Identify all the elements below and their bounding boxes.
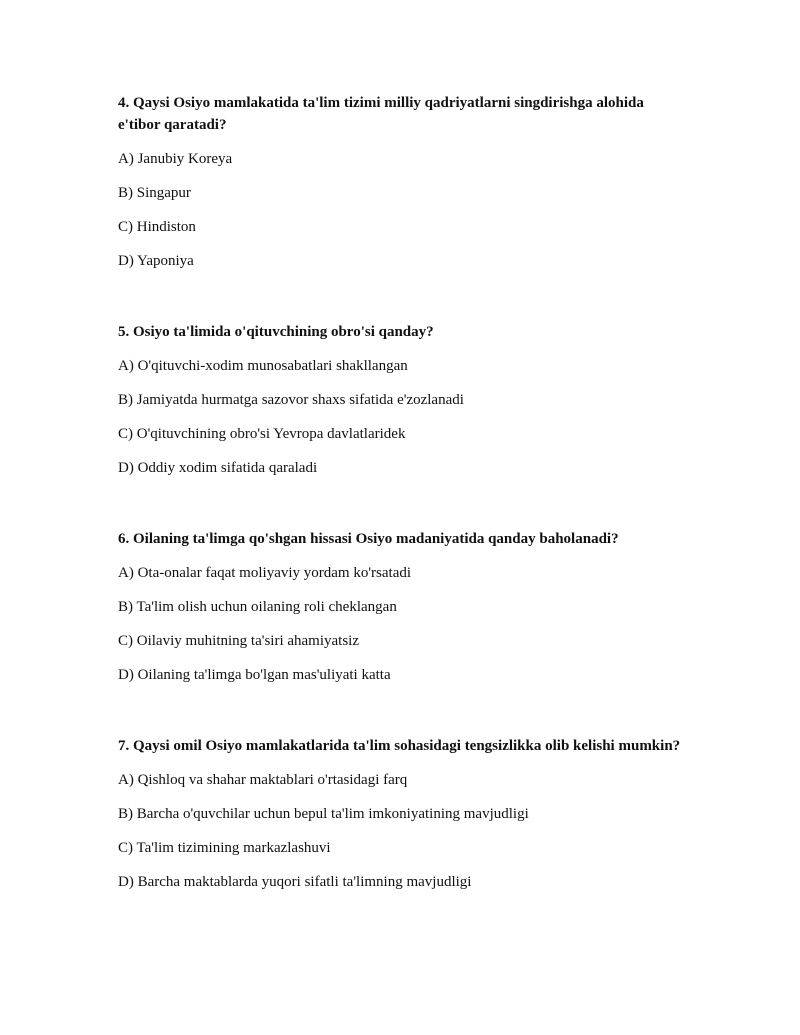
question-text: 6. Oilaning ta'limga qo'shgan hissasi Osiyo madaniyatida qanday baholanadi?: [118, 531, 619, 547]
question-text: 5. Osiyo ta'limida o'qituvchining obro'si qanday?: [118, 324, 434, 340]
answer-option-d: D) Oilaning ta'limga bo'lgan mas'uliyati katta: [118, 667, 391, 683]
answer-option-d: D) Yaponiya: [118, 253, 194, 269]
answer-option-b: B) Ta'lim olish uchun oilaning roli cheklangan: [118, 599, 397, 615]
question-7: [118, 735, 688, 893]
question-text: 7. Qaysi omil Osiyo mamlakatlarida ta'lim sohasidagi tengsizlikka olib kelishi mumkin?: [118, 738, 681, 754]
document-page: [118, 92, 688, 942]
answer-option-b: B) Jamiyatda hurmatga sazovor shaxs sifatida e'zozlanadi: [118, 392, 464, 408]
answer-option-c: C) Oilaviy muhitning ta'siri ahamiyatsiz: [118, 633, 359, 649]
question-6: [118, 528, 688, 686]
answer-option-d: D) Oddiy xodim sifatida qaraladi: [118, 460, 318, 476]
answer-option-b: B) Barcha o'quvchilar uchun bepul ta'lim imkoniyatining mavjudligi: [118, 806, 529, 822]
answer-option-a: A) Ota-onalar faqat moliyaviy yordam ko'rsatadi: [118, 565, 412, 581]
answer-option-d: D) Barcha maktablarda yuqori sifatli ta'limning mavjudligi: [118, 874, 472, 890]
question-4: [118, 92, 688, 272]
question-text: 4. Qaysi Osiyo mamlakatida ta'lim tizimi milliy qadriyatlarni singdirishga alohida e'tibor qaratadi?: [118, 95, 644, 133]
answer-option-a: A) Janubiy Koreya: [118, 151, 233, 167]
answer-option-b: B) Singapur: [118, 185, 191, 201]
answer-option-a: A) Qishloq va shahar maktablari o'rtasidagi farq: [118, 772, 408, 788]
answer-option-c: C) Hindiston: [118, 219, 196, 235]
answer-option-a: A) O'qituvchi-xodim munosabatlari shakllangan: [118, 358, 408, 374]
answer-option-c: C) Ta'lim tizimining markazlashuvi: [118, 840, 331, 856]
question-5: [118, 321, 688, 479]
answer-option-c: C) O'qituvchining obro'si Yevropa davlatlaridek: [118, 426, 406, 442]
